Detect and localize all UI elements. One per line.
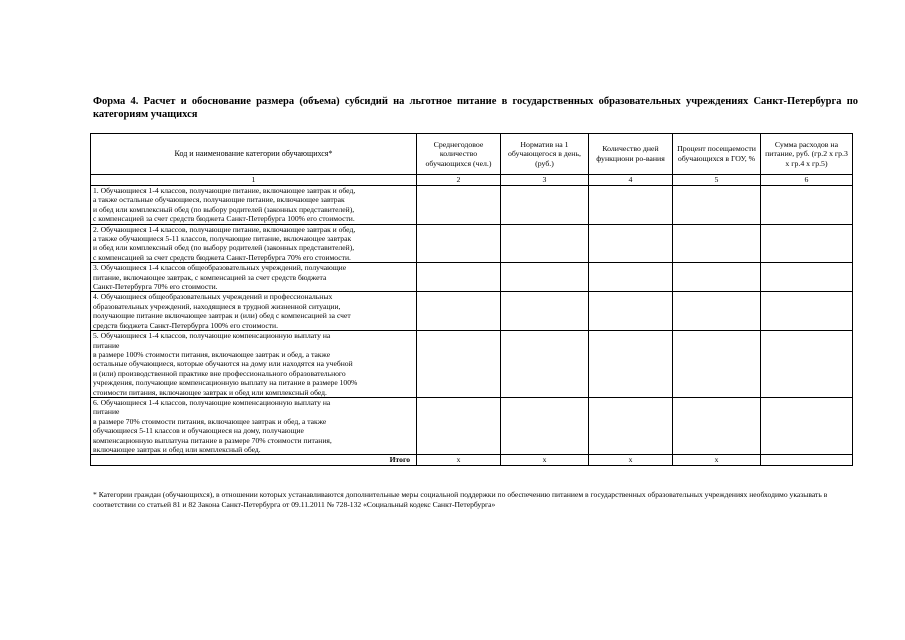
column-number-row bbox=[91, 175, 853, 186]
norm-cell[interactable] bbox=[501, 186, 589, 225]
norm-cell[interactable] bbox=[501, 263, 589, 292]
sum-cell[interactable] bbox=[761, 397, 853, 454]
norm-cell[interactable] bbox=[501, 331, 589, 398]
total-label: Итого bbox=[91, 455, 417, 466]
norm-cell[interactable] bbox=[501, 292, 589, 331]
column-header-avg-count: Среднегодовое количество обучающихся (чел.) bbox=[417, 134, 501, 175]
category-cell: 2. Обучающиеся 1-4 классов, получающие питание, включающее завтрак и обед, а также обучающиеся 5-11 классов, получающие питание, включающее завтрак и обед или комплексный обед (по выбору родителей (законных представителей), с компенсацией за счет средств бюджета Санкт-Петербурга 70% его стоимости. bbox=[91, 224, 417, 263]
table-row bbox=[91, 186, 853, 225]
category-cell: 5. Обучающиеся 1-4 классов, получающие компенсационную выплату на питание в размере 100% стоимости питания, включающее завтрак и обед, а также остальные обучающиеся, которые обучаются на дому или находятся на учебной и (или) производственной практике вне профессионального образовательного учреждения, получающие компенсационную выплату на питание в размере 100% стоимости питания, включающее завтрак и обед или комплексный обед. bbox=[91, 331, 417, 398]
sum-cell[interactable] bbox=[761, 331, 853, 398]
column-header-norm-per-student: Норматив на 1 обучающегося в день, (руб.) bbox=[501, 134, 589, 175]
total-sum-cell[interactable] bbox=[761, 455, 853, 466]
avg-count-cell[interactable] bbox=[417, 331, 501, 398]
days-cell[interactable] bbox=[589, 331, 673, 398]
avg-count-cell[interactable] bbox=[417, 397, 501, 454]
category-cell: 4. Обучающиеся общеобразовательных учреждений и профессиональных образовательных учреждений, находящиеся в трудной жизненной ситуации, получающие питание включающее завтрак и (или) обед с компенсацией за счет средств бюджета Санкт-Петербурга 100% его стоимости. bbox=[91, 292, 417, 331]
avg-count-cell[interactable] bbox=[417, 224, 501, 263]
days-cell[interactable] bbox=[589, 397, 673, 454]
table-row bbox=[91, 263, 853, 292]
attendance-cell[interactable] bbox=[673, 292, 761, 331]
attendance-cell[interactable] bbox=[673, 186, 761, 225]
column-number: 2 bbox=[417, 175, 501, 186]
column-number: 1 bbox=[91, 175, 417, 186]
table-header-row bbox=[91, 134, 853, 175]
column-number: 5 bbox=[673, 175, 761, 186]
table-row bbox=[91, 397, 853, 454]
form-title: Форма 4. Расчет и обоснование размера (объема) субсидий на льготное питание в государственных образовательных учреждениях Санкт-Петербурга по категориям учащихся bbox=[93, 96, 858, 120]
column-number: 4 bbox=[589, 175, 673, 186]
total-mark: х bbox=[501, 455, 589, 466]
days-cell[interactable] bbox=[589, 224, 673, 263]
days-cell[interactable] bbox=[589, 263, 673, 292]
column-header-total-sum: Сумма расходов на питание, руб. (гр.2 х гр.3 х гр.4 х гр.5) bbox=[761, 134, 853, 175]
avg-count-cell[interactable] bbox=[417, 186, 501, 225]
column-header-attendance: Процент посещаемости обучающихся в ГОУ, % bbox=[673, 134, 761, 175]
days-cell[interactable] bbox=[589, 186, 673, 225]
sum-cell[interactable] bbox=[761, 224, 853, 263]
attendance-cell[interactable] bbox=[673, 331, 761, 398]
attendance-cell[interactable] bbox=[673, 263, 761, 292]
attendance-cell[interactable] bbox=[673, 224, 761, 263]
total-mark: х bbox=[673, 455, 761, 466]
column-header-category: Код и наименование категории обучающихся* bbox=[91, 134, 417, 175]
column-header-days: Количество дней функциони ро-вания bbox=[589, 134, 673, 175]
category-cell: 1. Обучающиеся 1-4 классов, получающие питание, включающее завтрак и обед, а также остальные обучающиеся, получающие питание, включающее завтрак и обед или комплексный обед (по выбору родителей (законных представителей), с компенсацией за счет средств бюджета Санкт-Петербурга 100% его стоимости. bbox=[91, 186, 417, 225]
attendance-cell[interactable] bbox=[673, 397, 761, 454]
table-row bbox=[91, 224, 853, 263]
sum-cell[interactable] bbox=[761, 263, 853, 292]
category-cell: 3. Обучающиеся 1-4 классов общеобразовательных учреждений, получающие питание, включающее завтрак, с компенсацией за счет средств бюджета Санкт-Петербурга 70% его стоимости. bbox=[91, 263, 417, 292]
subsidy-calculation-table bbox=[90, 133, 853, 466]
avg-count-cell[interactable] bbox=[417, 292, 501, 331]
avg-count-cell[interactable] bbox=[417, 263, 501, 292]
total-mark: х bbox=[589, 455, 673, 466]
category-cell: 6. Обучающиеся 1-4 классов, получающие компенсационную выплату на питание в размере 70% стоимости питания, включающее завтрак и обед, а также обучающиеся 5-11 классов и обучающиеся на дому, получающие компенсационную выплатуна питание в размере 70% стоимости питания, включающее завтрак и обед или комплексный обед. bbox=[91, 397, 417, 454]
total-mark: х bbox=[417, 455, 501, 466]
total-row bbox=[91, 455, 853, 466]
footnote: * Категории граждан (обучающихся), в отношении которых устанавливаются дополнительные меры социальной поддержки по обеспечению питанием в государственных образовательных учреждениях необходимо указывать в соответствии со статьей 81 и 82 Закона Санкт-Петербурга от 09.11.2011 № 728-132 «Социальный кодекс Санкт-Петербурга» bbox=[93, 490, 828, 509]
column-number: 6 bbox=[761, 175, 853, 186]
days-cell[interactable] bbox=[589, 292, 673, 331]
sum-cell[interactable] bbox=[761, 186, 853, 225]
table-row bbox=[91, 292, 853, 331]
norm-cell[interactable] bbox=[501, 224, 589, 263]
column-number: 3 bbox=[501, 175, 589, 186]
table-row bbox=[91, 331, 853, 398]
sum-cell[interactable] bbox=[761, 292, 853, 331]
norm-cell[interactable] bbox=[501, 397, 589, 454]
